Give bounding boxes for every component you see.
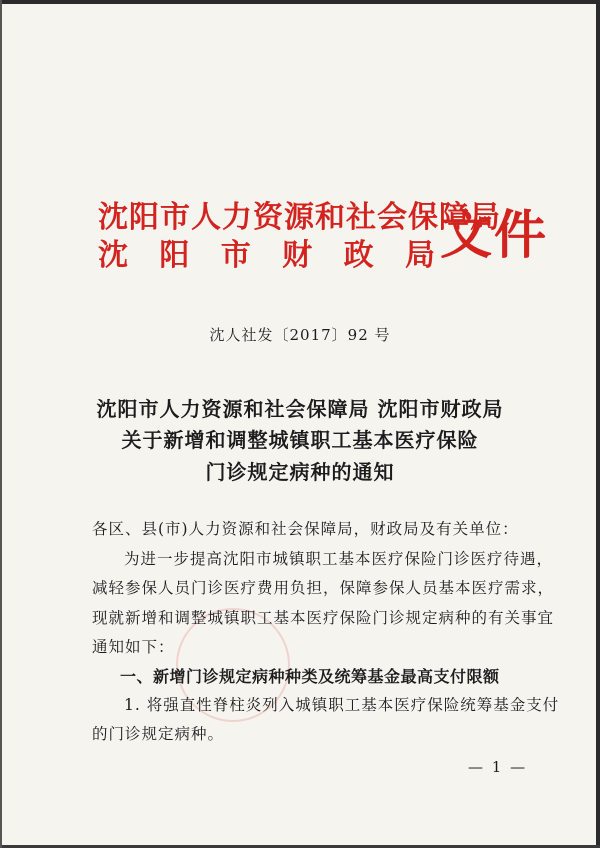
document-word: 文件: [440, 205, 549, 266]
issuer-line-1: 沈阳市人力资源和社会保障局: [98, 200, 501, 235]
paragraph-line: 为进一步提高沈阳市城镇职工基本医疗保险门诊医疗待遇，: [124, 550, 554, 568]
title-line-1: 沈阳市人力资源和社会保障局 沈阳市财政局: [96, 397, 504, 421]
page-number: — 1 —: [468, 758, 528, 776]
scan-edge-right: [596, 0, 600, 848]
issuer-char: 阳: [159, 238, 191, 273]
paragraph-line: 现就新增和调整城镇职工基本医疗保险门诊规定病种的有关事宜: [92, 609, 555, 627]
scan-edge-left: [0, 0, 2, 848]
issuer-char: 市: [220, 238, 252, 273]
item-line: 的门诊规定病种。: [92, 725, 225, 743]
issuer-char: 政: [343, 238, 375, 273]
scan-edge-top: [0, 0, 600, 4]
title-line-2: 关于新增和调整城镇职工基本医疗保险: [121, 428, 479, 452]
issuer-char: 沈: [98, 238, 129, 273]
addressee: 各区、县(市)人力资源和社会保障局，财政局及有关单位：: [92, 520, 519, 538]
title-line-3: 门诊规定病种的通知: [205, 460, 395, 484]
paragraph-line: 减轻参保人员门诊医疗费用负担，保障参保人员基本医疗需求，: [92, 579, 555, 597]
item-line: 1. 将强直性脊柱炎列入城镇职工基本医疗保险统筹基金支付: [124, 696, 560, 714]
issuer-char: 局: [404, 238, 436, 273]
section-heading: 一、新增门诊规定病种种类及统筹基金最高支付限额: [120, 667, 500, 686]
document-number: 沈人社发〔2017〕92 号: [209, 326, 391, 344]
paragraph-line: 通知如下：: [92, 638, 175, 656]
issuer-char: 财: [282, 238, 314, 273]
issuer-line-2: [98, 238, 436, 274]
